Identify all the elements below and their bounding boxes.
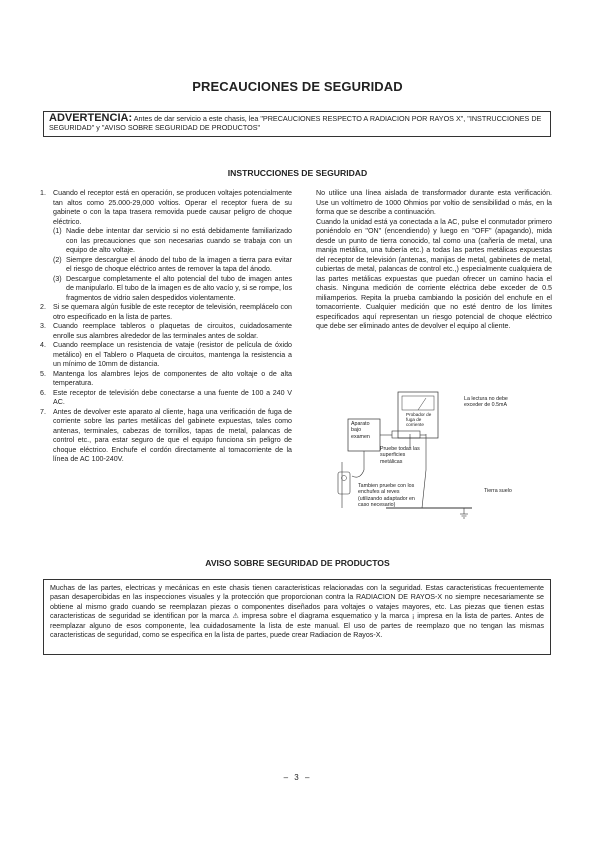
sub-list-item: (1) Nadie debe intentar dar servicio si no está debidamente familiarizado con las precauciones que son necesarias cuando se trabaja con un equipo de alto voltaje. [53, 227, 292, 254]
list-item: 3. Cuando reemplace tableros o plaquetas de circuitos, cuidadosamente enrolle sus alambres alrededor de las terminales antes de soldar. [40, 322, 292, 340]
meter-note: La lectura no debe exceder de 0.5mA [464, 396, 508, 409]
sub-list-item: (3) Descargue completamente el alto potencial del tubo de imagen antes de manipularlo. El tubo de la imagen es de alto vacío y, si se rompe, los fragmentos de vidrio salen despedidos violentamente. [53, 274, 292, 302]
list-item: 2. Si se quemara algún fusible de este receptor de televisión, reemplácelo con otro especificado en la lista de partes. [40, 303, 292, 321]
list-item: 4. Cuando reemplace un resistencia de vataje (resistor de película de óxido metálico) en el Tablero o Plaqueta de circuitos, mantenga la resistencia a un mínimo de 10mm de distancia. [40, 341, 292, 368]
product-notice-heading: AVISO SOBRE SEGURIDAD DE PRODUCTOS [205, 558, 390, 568]
parts-mark-icon: ¡ [411, 612, 415, 621]
list-item: 5. Mantenga los alambres lejos de componentes de alto voltaje o de alta temperatura. [40, 369, 292, 387]
plug-label: Tambien pruebe con los enchufes al reves (utilizando adaptador en caso necesario) [358, 483, 415, 508]
instructions-right-column [316, 189, 552, 332]
instructions-list [40, 189, 292, 465]
leakage-test-diagram [330, 390, 530, 520]
device-label: Aparato bajo examen [351, 421, 370, 440]
sub-list [53, 227, 292, 303]
page-title: PRECAUCIONES DE SEGURIDAD [192, 79, 403, 94]
warning-box [43, 111, 551, 137]
ground-label: Tierra suelo [484, 488, 512, 494]
instructions-left-column [40, 189, 292, 465]
sub-list-item: (2) Siempre descargue el ánodo del tubo de la imagen a tierra para evitar el riesgo de choque eléctrico antes de remover la tapa del ánodo. [53, 255, 292, 273]
warning-lead: ADVERTENCIA: [49, 112, 133, 124]
list-item: 6. Este receptor de televisión debe conectarse a una fuente de 100 a 240 V AC. [40, 388, 292, 406]
instructions-heading: INSTRUCCIONES DE SEGURIDAD [227, 168, 368, 178]
resistor-icon [392, 431, 420, 438]
paragraph: Cuando la unidad está ya conectada a la AC, pulse el conmutador primero poniéndolo en "ON" (encendiendo) y luego en "OFF" (apagando), mida desde un punto de tierra conocido, tal como una (cañería de metal, una manija metálica, una tubería etc.) a todas las partes metálicas expuestas del receptor de televisión (antenas, manijas de metal, gabinetes de metal, cubiertas de metal, palancas de control etc.,) especialmente cualquiera de las partes metálicas expuestas que puedan ofrecer un camino hacia el chasis. Ninguna medición de corriente eléctrica debe exceder de 0.5 miliamperios. Repita la prueba cambiando la posición del enchufe en el tomacorriente. Cualquier medición que no esté dentro de los límites especificados aquí representan un riesgo potencial de choque eléctrico que debe ser eliminado antes de devolver el equipo al cliente. [316, 217, 552, 330]
test-label: Pruebe todas las superficies metálicas [380, 446, 420, 465]
warning-text: Antes de dar servicio a este chasis, lea "PRECAUCIONES RESPECTO A RADIACION POR RAYOS X", "INSTRUCCIONES DE SEGURIDAD" y "AVISO SOBRE SEGURIDAD DE PRODUCTOS" [49, 114, 542, 133]
list-item: 7. Antes de devolver este aparato al cliente, haga una verificación de fuga de corriente sobre las partes metálicas del gabinete expuestas, tales como antenas, terminales, cabezas de tornillos, tapas de metal, palancas de control etc., para estar seguro de que el equipo funciona sin peligro de choque eléctrico. Enchufe el cordón directamente al tomacorriente de la línea de AC 100-240V. [40, 407, 292, 463]
page-number: – 3 – [283, 773, 312, 782]
list-item: 1. Cuando el receptor está en operación, se producen voltajes potencialmente tan altos como 25.000-29,000 voltios. Operar el receptor fuera de su gabinete o con la tapa trasera removida puede causar peligro de choque eléctrico. (1) Nadie debe intentar dar servicio si no está debidamente familiarizado con las precauciones que son necesarias cuando se trabaja con un equipo de alto voltaje. (2) Siempre descargue el ánodo del tubo de la imagen a tierra para evitar el riesgo de choque eléctrico antes de remover la tapa del ánodo. (3) Descargue completamente el alto potencial del tubo de imagen antes de manipularlo. El tubo de la imagen es de alto vacío y, si se rompe, los fragmentos de vidrio salen despedidos violentamente. [40, 189, 292, 302]
paragraph: No utilice una línea aislada de transformador durante esta verificación. Use un voltímetro de 1000 Ohmios por voltio de sensibilidad o más, en la forma que se describe a continuación. [316, 189, 552, 216]
meter-label: Probador de fuga de corriente [406, 412, 432, 428]
product-notice-box: Muchas de las partes, electricas y mecánicas en este chasis tienen caracteristicas relacionadas con la seguridad. Estas caracteristicas frecuentemente pasan desapercibidas en las inspecciones visuales y la protección que proporcionan contra la RADIACION DE RAYOS-X no siempre necesariamente se obtiene al mismo grado cuando se reemplazan piezas o componentes diseñados para voltajes o vatajes mayores, etc. Las piezas que tienen estas caracteristicas de seguridad se identifican por la marca ⚠ impresa sobre el diagrama esquematico y la marca ¡ impresa en la lista de partes. Antes de reemplazar alguno de esos componente, lea cuidadosamente la lista de este manual. El uso de partes de reemplazo que no tengan las mismas caracteristicas de seguridad, como se especifica en la lista de partes, puede crear Radiacion de Rayos-X. [43, 579, 551, 655]
warning-triangle-icon: ⚠ [232, 612, 239, 621]
